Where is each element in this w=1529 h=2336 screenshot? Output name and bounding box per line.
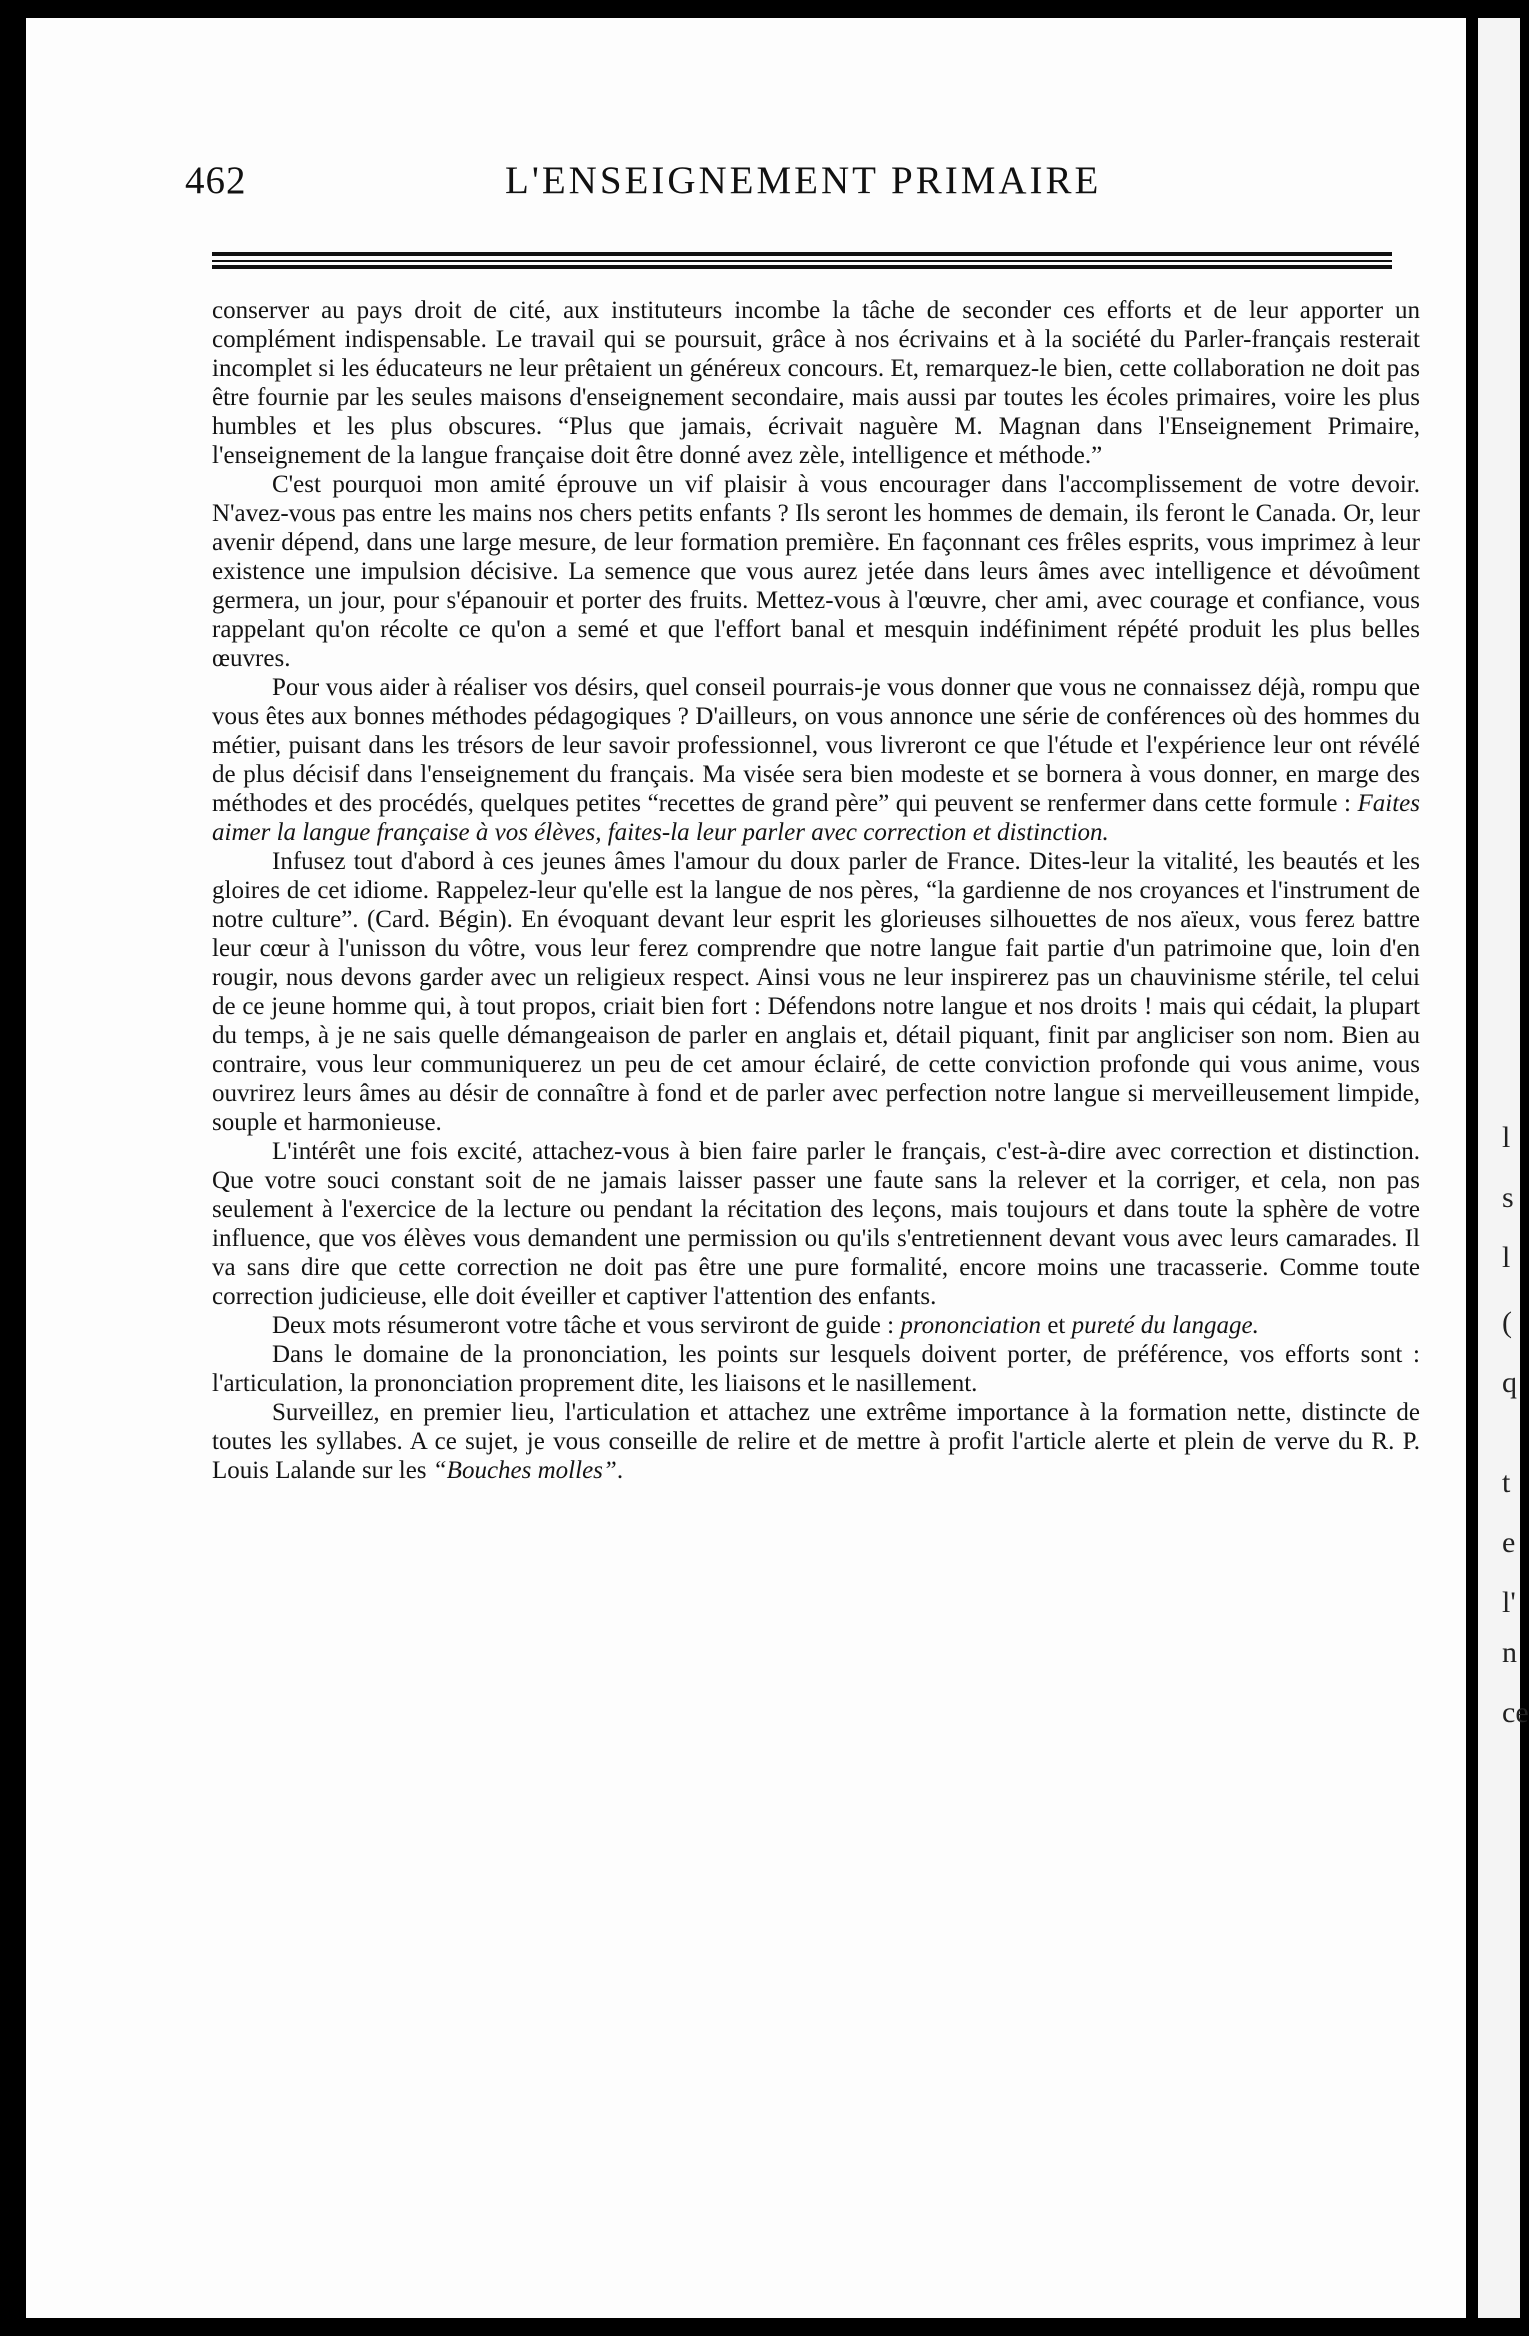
margin-letter: l bbox=[1502, 1121, 1511, 1154]
italic-term: prononciation bbox=[900, 1312, 1042, 1339]
margin-letter: t bbox=[1502, 1466, 1511, 1499]
paragraph-text: Surveillez, en premier lieu, l'articulation et attachez une extrême importance à la formation nette, distincte de toutes les syllabes. A ce sujet, je vous conseille de relire et de mettre à profit l'article alerte et plein de verve du R. P. Louis Lalande sur les bbox=[212, 1399, 1420, 1484]
paragraph bbox=[212, 1398, 1420, 1485]
paragraph bbox=[212, 1340, 1420, 1398]
italic-formula: Faites aimer la langue française à vos élèves, faites-la leur parler avec correction et distinction. bbox=[212, 790, 1420, 846]
margin-letter: s bbox=[1502, 1181, 1514, 1214]
paragraph-text: Deux mots résumeront votre tâche et vous serviront de guide : bbox=[272, 1312, 895, 1339]
header-rule bbox=[212, 260, 1392, 262]
paragraph-text: C'est pourquoi mon amité éprouve un vif plaisir à vous encourager dans l'accomplissement de votre devoir. N'avez-vous pas entre les mains nos chers petits enfants ? Ils seront les hommes de demain, ils feront le Canada. Or, leur avenir dépend, dans une large mesure, de leur formation première. En façonnant ces frêles esprits, vous imprimez à leur existence une impulsion décisive. La semence que vous aurez jetée dans leurs âmes avec intelligence et dévoûment germera, un jour, pour s'épanouir et porter des fruits. Mettez-vous à l'œuvre, cher ami, avec courage et confiance, vous rappelant qu'on récolte ce qu'on a semé et que l'effort banal et mesquin indéfiniment répété produit les plus belles œuvres. bbox=[212, 471, 1420, 672]
paragraph-text: Infusez tout d'abord à ces jeunes âmes l'amour du doux parler de France. Dites-leur la vitalité, les beautés et les gloires de cet idiome. Rappelez-leur qu'elle est la langue de nos pères, “la gardienne de nos croyances et l'instrument de notre culture”. (Card. Bégin). En évoquant devant leur esprit les glorieuses silhouettes de nos aïeux, vous ferez battre leur cœur à l'unisson du vôtre, vous leur ferez comprendre que notre langue fait partie d'un patrimoine que, loin d'en rougir, nous devons garder avec un religieux respect. Ainsi vous ne leur inspirerez pas un chauvinisme stérile, tel celui de ce jeune homme qui, à tout propos, criait bien fort : Défendons notre langue et nos droits ! mais qui cédait, la plupart du temps, à je ne sais quelle démangeaison de parler en anglais et, détail piquant, finit par angliciser son nom. Bien au contraire, vous leur communiquerez un peu de cet amour éclairé, de cette conviction profonde qui vous anime, vous ouvrirez leurs âmes au désir de connaître à fond et de parler avec perfection notre langue si merveilleusement limpide, souple et harmonieuse. bbox=[212, 848, 1420, 1136]
paragraph bbox=[212, 847, 1420, 1137]
paragraph-text: L'intérêt une fois excité, attachez-vous à bien faire parler le français, c'est-à-dire avec correction et distinction. Que votre souci constant soit de ne jamais laisser passer une faute sans la relever et la corriger, et cela, non pas seulement à l'exercice de la lecture ou pendant la récitation des leçons, mais toujours et dans toute la sphère de votre influence, que vos élèves vous demandent une permission ou qu'ils s'entretiennent devant vous avec leurs camarades. Il va sans dire que cette correction ne doit pas être une pure formalité, encore moins une tracasserie. Comme toute correction judicieuse, elle doit éveiller et captiver l'attention des enfants. bbox=[212, 1138, 1420, 1310]
running-title: L'ENSEIGNEMENT PRIMAIRE bbox=[505, 159, 1102, 202]
paragraph-text: conserver au pays droit de cité, aux instituteurs incombe la tâche de seconder ces efforts et de leur apporter un complément indispensable. Le travail qui se poursuit, grâce à nos écrivains et à la société du Parler-français resterait incomplet si les éducateurs ne leur prêtaient un généreux concours. Et, remarquez-le bien, cette collaboration ne doit pas être fournie par les seules maisons d'enseignement secondaire, mais aussi par toutes les écoles primaires, voire les plus humbles et les plus obscures. “Plus que jamais, écrivait naguère M. Magnan dans l'Enseignement Primaire, l'enseignement de la langue française doit être donné avez zèle, intelligence et méthode.” bbox=[212, 297, 1420, 469]
italic-term: pureté du langage. bbox=[1071, 1312, 1259, 1339]
italic-title: “Bouches molles” bbox=[432, 1457, 617, 1484]
paragraph-text: . bbox=[616, 1457, 624, 1484]
body-text bbox=[212, 296, 1420, 1485]
paragraph bbox=[212, 673, 1420, 847]
margin-letter: e bbox=[1502, 1526, 1516, 1559]
margin-letter: ( bbox=[1502, 1306, 1512, 1339]
paragraph bbox=[212, 470, 1420, 673]
page-header bbox=[185, 158, 1425, 218]
margin-letter: l' bbox=[1502, 1586, 1516, 1619]
paragraph-text: et bbox=[1047, 1312, 1066, 1339]
paragraph-text: Pour vous aider à réaliser vos désirs, quel conseil pourrais-je vous donner que vous ne connaissez déjà, rompu que vous êtes aux bonnes méthodes pédagogiques ? D'ailleurs, on vous annonce une série de conférences où des hommes du métier, puisant dans les trésors de leur savoir professionnel, vous livreront ce que l'étude et l'expérience leur ont révélé de plus décisif dans l'enseignement du français. Ma visée sera bien modeste et se bornera à vous donner, en marge des méthodes et des procédés, quelques petites “recettes de grand père” qui peuvent se renfermer dans cette formule : bbox=[212, 674, 1420, 817]
margin-letter: ce bbox=[1502, 1696, 1529, 1729]
margin-letter: q bbox=[1502, 1366, 1517, 1399]
margin-letter: l bbox=[1502, 1241, 1511, 1274]
facing-page-edge bbox=[1478, 18, 1529, 2318]
paragraph bbox=[212, 1311, 1420, 1340]
header-rule bbox=[212, 265, 1392, 269]
header-rule bbox=[212, 252, 1392, 256]
margin-letter: n bbox=[1502, 1636, 1517, 1669]
paragraph bbox=[212, 296, 1420, 470]
page-number: 462 bbox=[185, 159, 247, 202]
paragraph bbox=[212, 1137, 1420, 1311]
paragraph-text: Dans le domaine de la prononciation, les points sur lesquels doivent porter, de préférence, vos efforts sont : l'articulation, la prononciation proprement dite, les liaisons et le nasillement. bbox=[212, 1341, 1420, 1397]
